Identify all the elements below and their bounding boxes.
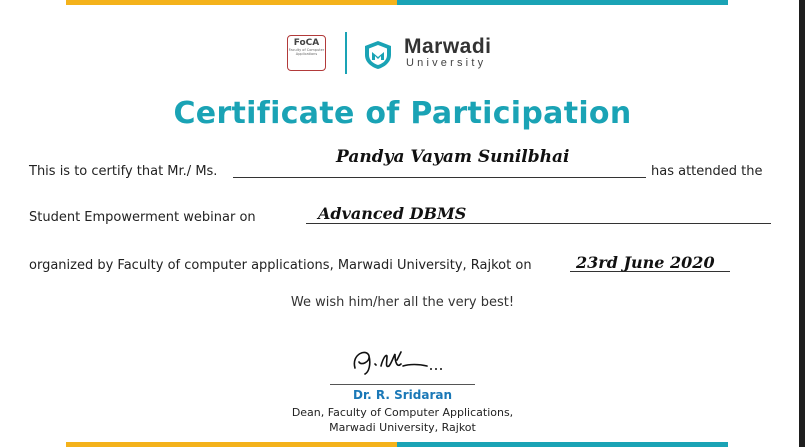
bottom-color-bar	[66, 442, 728, 447]
designation-line-1: Dean, Faculty of Computer Applications,	[291, 406, 514, 419]
university-subtitle: University	[406, 57, 487, 69]
foca-abbr: FoCA	[293, 38, 320, 48]
name-underline	[233, 177, 646, 178]
line2-prefix: Student Empowerment webinar on	[29, 210, 256, 225]
logo-divider	[345, 32, 347, 74]
line1-suffix: has attended the	[651, 164, 763, 179]
foca-logo	[287, 35, 326, 71]
wish-text: We wish him/her all the very best!	[290, 295, 515, 310]
event-date: 23rd June 2020	[576, 253, 715, 272]
signatory-name: Dr. R. Sridaran	[352, 388, 453, 402]
topic-underline	[306, 223, 771, 224]
foca-full-name: Faculty of Computer Applications	[288, 48, 325, 56]
webinar-topic: Advanced DBMS	[318, 204, 467, 223]
participant-name: Pandya Vayam Sunilbhai	[336, 147, 570, 167]
right-edge-strip	[799, 0, 805, 447]
designation-line-2: Marwadi University, Rajkot	[329, 421, 476, 434]
university-name: Marwadi	[404, 35, 492, 58]
line3-prefix: organized by Faculty of computer applications, Marwadi University, Rajkot on	[29, 258, 532, 273]
signatory-designation	[0, 405, 805, 435]
certificate-title: Certificate of Participation	[173, 96, 632, 131]
signature-image	[345, 344, 460, 376]
line1-prefix: This is to certify that Mr./ Ms.	[29, 164, 218, 179]
logo-header	[0, 30, 799, 78]
signature-line	[330, 384, 475, 385]
top-color-bar	[66, 0, 728, 5]
marwadi-shield-icon	[363, 40, 393, 70]
